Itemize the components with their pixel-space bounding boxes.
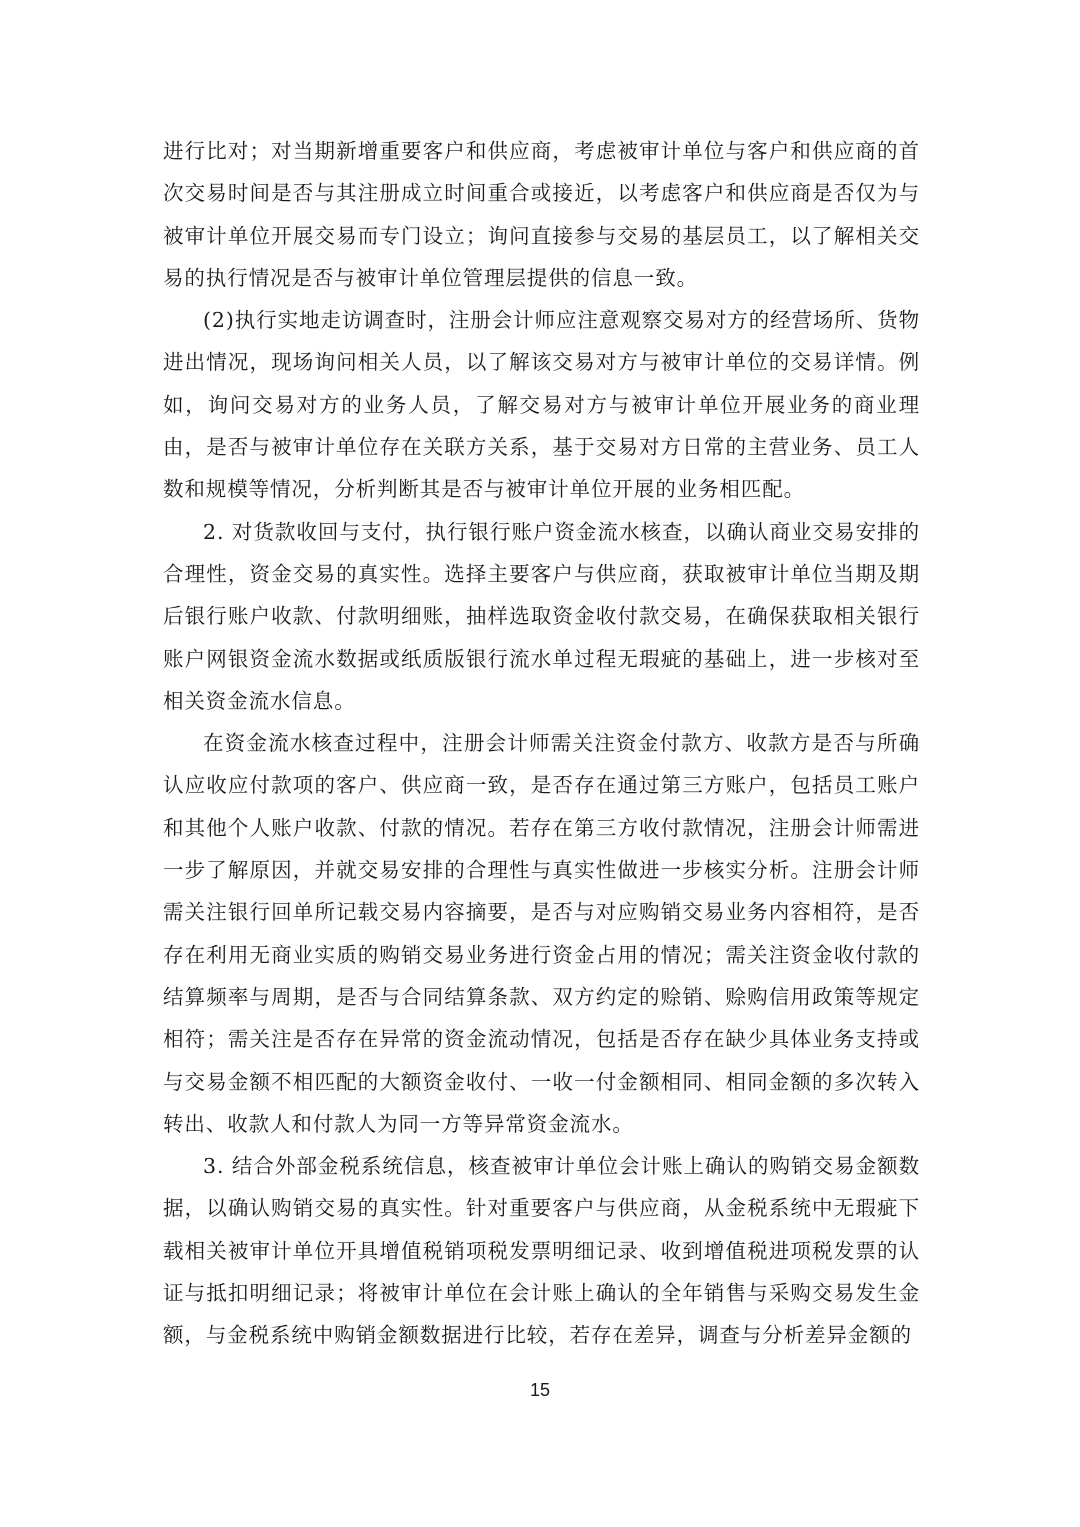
paragraph-bank-flow-focus: 在资金流水核查过程中，注册会计师需关注资金付款方、收款方是否与所确认应收应付款项的客户、供应商一致，是否存在通过第三方账户，包括员工账户和其他个人账户收款、付款的情况。若存在第三方收付款情况，注册会计师需进一步了解原因，并就交易安排的合理性与真实性做进一步核实分析。注册会计师需关注银行回单所记载交易内容摘要，是否与对应购销交易业务内容相符，是否存在利用无商业实质的购销交易业务进行资金占用的情况；需关注资金收付款的结算频率与周期，是否与合同结算条款、双方约定的赊销、赊购信用政策等规定相符；需关注是否存在异常的资金流动情况，包括是否存在缺少具体业务支持或与交易金额不相匹配的大额资金收付、一收一付金额相同、相同金额的多次转入转出、收款人和付款人为同一方等异常资金流水。	[163, 731, 920, 1136]
body-text	[163, 130, 920, 1357]
paragraph-continuation: 进行比对；对当期新增重要客户和供应商，考虑被审计单位与客户和供应商的首次交易时间是否与其注册成立时间重合或接近，以考虑客户和供应商是否仅为与被审计单位开展交易而专门设立；询问直接参与交易的基层员工，以了解相关交易的执行情况是否与被审计单位管理层提供的信息一致。	[163, 139, 920, 290]
page-number: 15	[529, 1380, 551, 1400]
paragraph-bank-flow-check: 2. 对货款收回与支付，执行银行账户资金流水核查，以确认商业交易安排的合理性，资金交易的真实性。选择主要客户与供应商，获取被审计单位当期及期后银行账户收款、付款明细账，抽样选取资金收付款交易，在确保获取相关银行账户网银资金流水数据或纸质版银行流水单过程无瑕疵的基础上，进一步核对至相关资金流水信息。	[163, 519, 920, 713]
paragraph-site-visit: (2)执行实地走访调查时，注册会计师应注意观察交易对方的经营场所、货物进出情况，现场询问相关人员，以了解该交易对方与被审计单位的交易详情。例如，询问交易对方的业务人员，了解交易对方与被审计单位开展业务的商业理由，是否与被审计单位存在关联方关系，基于交易对方日常的主营业务、员工人数和规模等情况，分析判断其是否与被审计单位开展的业务相匹配。	[163, 308, 920, 502]
paragraph-golden-tax-system: 3. 结合外部金税系统信息，核查被审计单位会计账上确认的购销交易金额数据，以确认购销交易的真实性。针对重要客户与供应商，从金税系统中无瑕疵下载相关被审计单位开具增值税销项税发票明细记录、收到增值税进项税发票的认证与抵扣明细记录；将被审计单位在会计账上确认的全年销售与采购交易发生金额，与金税系统中购销金额数据进行比较，若存在差异，调查与分析差异金额的	[163, 1154, 920, 1348]
